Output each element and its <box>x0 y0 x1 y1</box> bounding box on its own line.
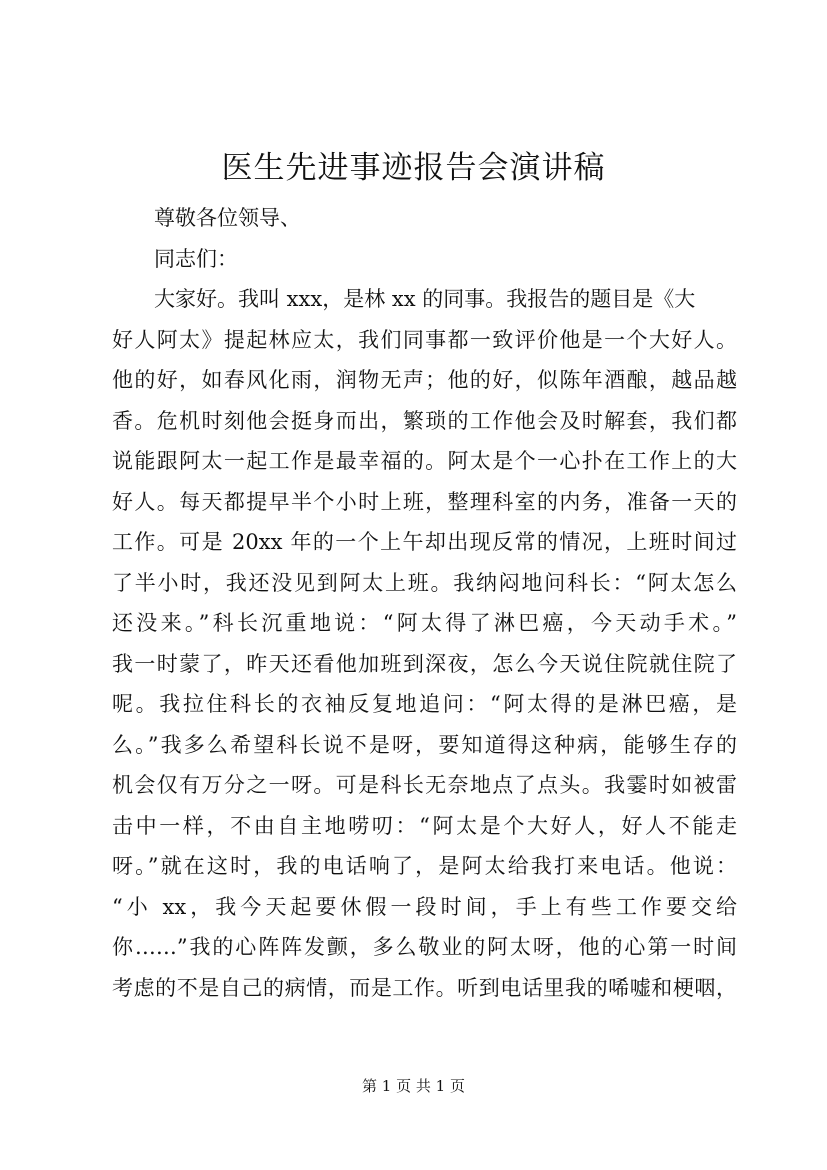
paragraph-line: 香。危机时刻他会挺身而出，繁琐的工作他会及时解套，我们都 <box>112 408 737 433</box>
paragraph-line: 还没来。”科长沉重地说：“阿太得了淋巴癌，今天动手术。” <box>112 611 737 635</box>
document-body <box>112 198 737 1008</box>
salutation-line: 同志们： <box>154 246 238 271</box>
paragraph-line: 你……”我的心阵阵发颤，多么敬业的阿太呀，他的心第一时间 <box>112 935 737 959</box>
paragraph-line: 大家好。我叫 xxx，是林 xx 的同事。我报告的题目是《大 <box>154 287 696 311</box>
paragraph-line: 考虑的不是自己的病情，而是工作。听到电话里我的唏嘘和梗咽， <box>112 975 737 1000</box>
paragraph-line: 了半小时，我还没见到阿太上班。我纳闷地问科长：“阿太怎么 <box>112 570 737 595</box>
paragraph-line: 击中一样，不由自主地唠叨：“阿太是个大好人，好人不能走 <box>112 813 737 838</box>
paragraph-line: 工作。可是 20xx 年的一个上午却出现反常的情况，上班时间过 <box>112 530 737 554</box>
paragraph-line: 呢。我拉住科长的衣袖反复地追问：“阿太得的是淋巴癌，是 <box>112 692 737 716</box>
paragraph-line: 好人阿太》提起林应太，我们同事都一致评价他是一个大好人。 <box>112 327 737 352</box>
document-title: 医生先进事迹报告会演讲稿 <box>221 150 606 186</box>
paragraph-line: “小 xx，我今天起要休假一段时间，手上有些工作要交给 <box>112 894 737 919</box>
page-footer: 第 1 页 共 1 页 <box>362 1077 465 1095</box>
salutation-line: 尊敬各位领导、 <box>154 206 301 230</box>
paragraph-line: 他的好，如春风化雨，润物无声；他的好，似陈年酒酿，越品越 <box>112 368 737 392</box>
paragraph-line: 机会仅有万分之一呀。可是科长无奈地点了点头。我霎时如被雷 <box>112 773 737 797</box>
paragraph-line: 呀。”就在这时，我的电话响了，是阿太给我打来电话。他说： <box>112 854 737 878</box>
paragraph-line: 好人。每天都提早半个小时上班，整理科室的内务，准备一天的 <box>112 489 737 514</box>
paragraph-line: 说能跟阿太一起工作是最幸福的。阿太是个一心扑在工作上的大 <box>112 449 737 473</box>
paragraph-line: 我一时蒙了，昨天还看他加班到深夜，怎么今天说住院就住院了 <box>112 651 737 676</box>
paragraph-line: 么。”我多么希望科长说不是呀，要知道得这种病，能够生存的 <box>112 732 737 757</box>
